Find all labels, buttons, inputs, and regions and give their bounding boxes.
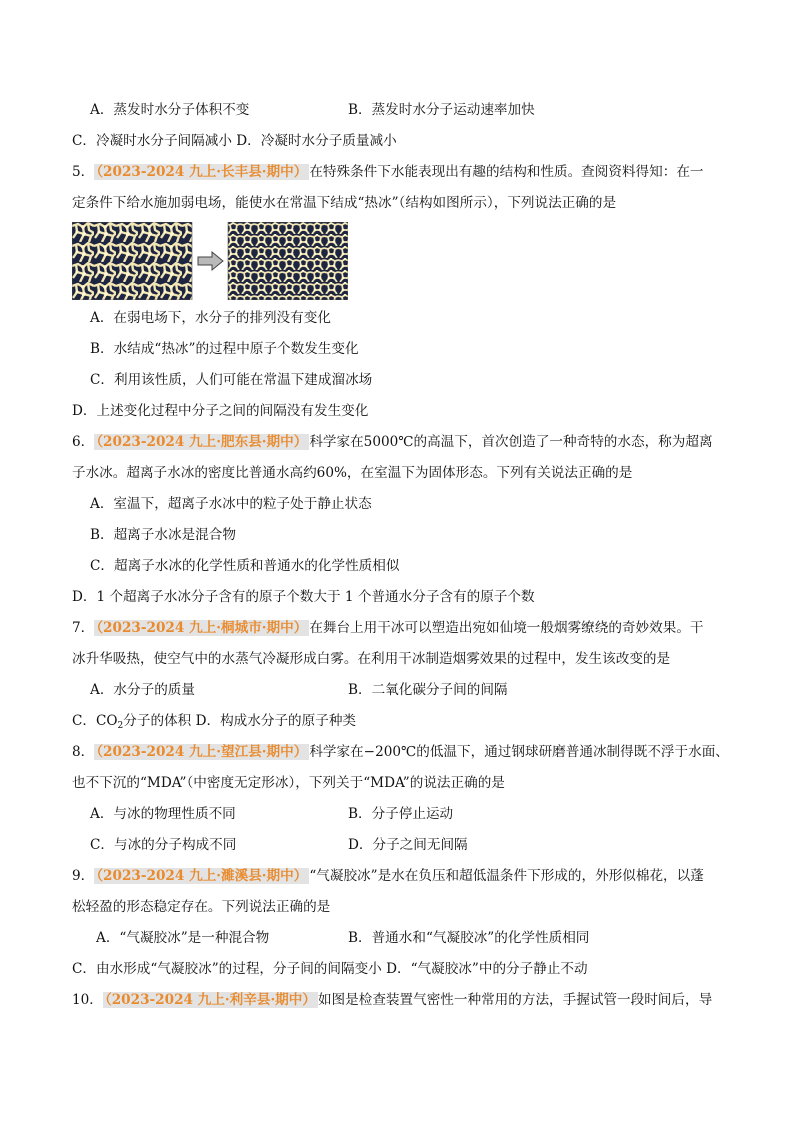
q7-option-cd: [72, 711, 356, 736]
q5-stem-line1: [72, 162, 704, 182]
source-tag: （2023-2024 九上·长丰县·期中）: [96, 164, 308, 180]
q8-stem-text: 科学家在−200℃的低温下，通过钢球研磨普通冰制得既不浮于水面、: [309, 744, 729, 760]
q7-option-b: B．二氧化碳分子间的间隔: [348, 682, 508, 698]
q7-stem-line1: [72, 618, 704, 638]
q5-option-d: D．上述变化过程中分子之间的间隔没有发生变化: [72, 403, 369, 419]
q10-stem-line1: [72, 990, 712, 1010]
q6-stem-line1: [72, 432, 713, 452]
q8-option-b: B．分子停止运动: [348, 806, 454, 822]
q6-option-c: C．超离子水冰的化学性质和普通水的化学性质相似: [90, 558, 400, 574]
q5-stem-line2: 定条件下给水施加弱电场，能使水在常温下结成“热冰”（结构如图所示），下列说法正确的是: [72, 195, 617, 211]
source-tag: （2023-2024 九上·利辛县·期中）: [104, 992, 316, 1008]
q7-stem-text: 在舞台上用干冰可以塑造出宛如仙境一般烟雾缭绕的奇妙效果。干: [309, 620, 704, 636]
q8-option-d: D．分子之间无间隔: [348, 837, 468, 853]
q5-option-b: B．水结成“热冰”的过程中原子个数发生变化: [90, 341, 359, 357]
q6-stem-line2: 子水冰。超离子水冰的密度比普通水高约60%，在室温下为固体形态。下列有关说法正确的是: [72, 465, 633, 481]
q8-option-a: A．与冰的物理性质不同: [90, 806, 236, 822]
source-tag: （2023-2024 九上·桐城市·期中）: [96, 620, 308, 636]
q9-stem-text: “气凝胶冰”是水在负压和超低温条件下形成的，外形似棉花，以蓬: [309, 868, 704, 884]
question-number: 8．: [72, 744, 95, 760]
source-tag: （2023-2024 九上·望江县·期中）: [96, 744, 308, 760]
question-number: 10．: [72, 992, 103, 1008]
arrow-right-icon: [198, 252, 223, 270]
q7-option-c-prefix: C．CO: [72, 713, 118, 729]
q6-stem-text: 科学家在5000℃的高温下，首次创造了一种奇特的水态，称为超离: [309, 434, 713, 450]
question-number: 6．: [72, 434, 95, 450]
ordinary-water-image: [72, 222, 192, 300]
hot-ice-structure-figure: [72, 222, 348, 300]
source-tag: （2023-2024 九上·肥东县·期中）: [96, 434, 308, 450]
q4-option-cd: C．冷凝时水分子间隔减小 D．冷凝时水分子质量减小: [72, 133, 397, 149]
q7-option-c-suffix: 分子的体积 D．构成水分子的原子种类: [123, 713, 356, 729]
q8-stem-line1: [72, 742, 729, 762]
q4-option-b: B．蒸发时水分子运动速率加快: [348, 102, 535, 118]
q6-option-a: A．室温下，超离子水冰中的粒子处于静止状态: [90, 496, 372, 512]
q8-option-c: C．与冰的分子构成不同: [90, 837, 237, 853]
question-number: 9．: [72, 868, 95, 884]
q9-stem-line2: 松轻盈的形态稳定存在。下列说法正确的是: [72, 899, 331, 915]
q7-stem-line2: 冰升华吸热，使空气中的水蒸气冷凝形成白雾。在利用干冰制造烟雾效果的过程中，发生该改变的是: [72, 651, 671, 667]
hot-ice-image: [228, 222, 348, 300]
q9-option-cd: C．由水形成“气凝胶冰”的过程，分子间的间隔变小 D．“气凝胶冰”中的分子静止不动: [72, 961, 588, 977]
q9-option-a: A．“气凝胶冰”是一种混合物: [96, 930, 270, 946]
source-tag: （2023-2024 九上·濉溪县·期中）: [96, 868, 308, 884]
subscript: 2: [117, 721, 124, 731]
q6-option-d: D．1 个超离子水冰分子含有的原子个数大于 1 个普通水分子含有的原子个数: [72, 589, 535, 605]
q4-option-a: A．蒸发时水分子体积不变: [90, 102, 250, 118]
q7-option-a: A．水分子的质量: [90, 682, 195, 698]
question-number: 7．: [72, 620, 95, 636]
q10-stem-text: 如图是检查装置气密性一种常用的方法，手握试管一段时间后，导: [317, 992, 713, 1008]
q8-stem-line2: 也不下沉的“MDA”（中密度无定形冰），下列关于“MDA”的说法正确的是: [72, 775, 505, 791]
question-number: 5．: [72, 164, 95, 180]
q9-option-b: B．普通水和“气凝胶冰”的化学性质相同: [348, 930, 590, 946]
q6-option-b: B．超离子水冰是混合物: [90, 527, 236, 543]
q5-stem-text: 在特殊条件下水能表现出有趣的结构和性质。查阅资料得知：在一: [309, 164, 704, 180]
q5-option-a: A．在弱电场下，水分子的排列没有变化: [90, 310, 331, 326]
q5-option-c: C．利用该性质，人们可能在常温下建成溜冰场: [90, 372, 373, 388]
q9-stem-line1: [72, 866, 704, 886]
